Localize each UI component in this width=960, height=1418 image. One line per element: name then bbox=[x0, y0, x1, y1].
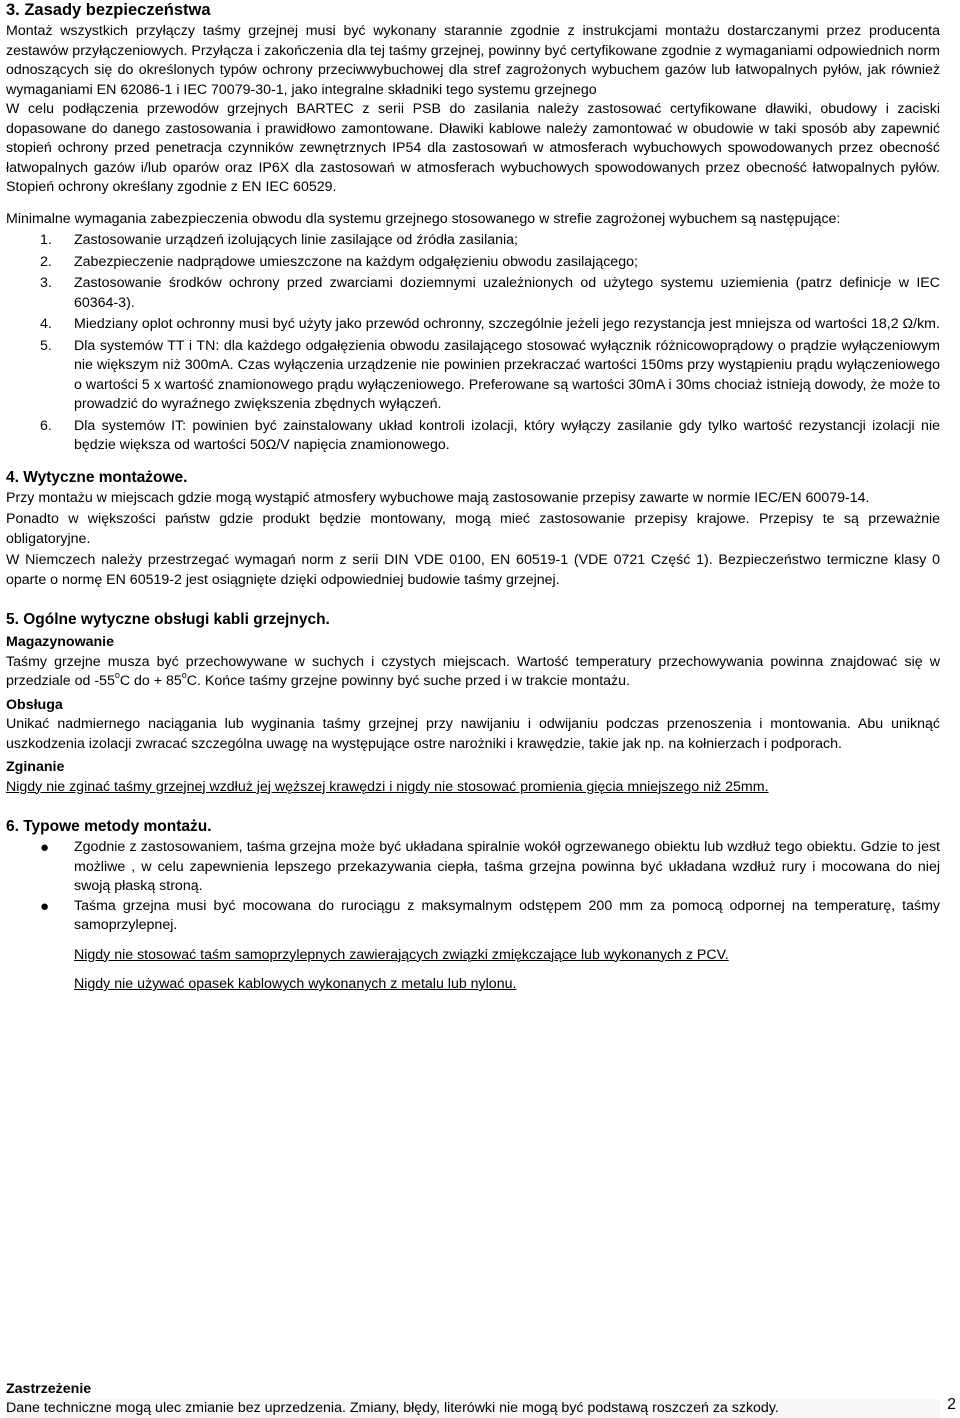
list-item-text: Zastosowanie środków ochrony przed zwarciami doziemnymi uzależnionych od użytego systemu uziemienia (patrz definicje w IEC 60364-3). bbox=[74, 275, 940, 311]
footer-title: Zastrzeżenie bbox=[6, 1381, 92, 1397]
list-item bbox=[6, 337, 940, 415]
list-item bbox=[6, 315, 940, 335]
list-item bbox=[6, 897, 940, 936]
list-number: 5. bbox=[40, 337, 52, 354]
footer-disclaimer: Dane techniczne mogą ulec zmianie bez uprzedzenia. Zmiany, błędy, literówki nie mogą być podstawą roszczeń za szkody. bbox=[6, 1399, 940, 1418]
storage-paragraph bbox=[6, 653, 940, 692]
list-item bbox=[6, 253, 940, 273]
list-item bbox=[6, 838, 940, 897]
section-3-heading: 3. Zasady bezpieczeństwa bbox=[6, 1, 211, 19]
list-item-text: Miedziany oplot ochronny musi być użyty jako przewód ochronny, szczególnie jeżeli jego rezystancja jest mniejsza od wartości 18,2 Ω/km. bbox=[74, 316, 940, 332]
bullet-icon: ● bbox=[40, 897, 50, 915]
list-item-text: Dla systemów TT i TN: dla każdego odgałęzienia obwodu zasilającego stosować wyłącznik różnicowoprądowy o prądzie wyłączeniowym nie większym niż 300mA. Czas wyłączenia urządzenie nie powinien przekraczać wartości 150ms przy wystąpieniu prądu wyłączeniowego o wartości 5 x wartość znamionowego prądu wyłączeniowego. Preferowane są wartości 30mA i 30ms chociaż istnieją dowody, że może to prowadzić do wyraźnego zwiększenia zbędnych wyłączeń. bbox=[74, 337, 940, 412]
bending-subheading: Zginanie bbox=[6, 759, 65, 775]
list-item bbox=[6, 274, 940, 313]
list-number: 4. bbox=[40, 316, 52, 332]
list-number: 2. bbox=[40, 253, 52, 270]
list-number: 6. bbox=[40, 417, 52, 434]
warning-note-ties: Nigdy nie używać opasek kablowych wykonanych z metalu lub nylonu. bbox=[74, 976, 517, 992]
list-item bbox=[6, 231, 940, 251]
list-item bbox=[6, 417, 940, 456]
list-item-text: Zabezpieczenie nadprądowe umieszczone na każdym odgałęzieniu obwodu zasilającego; bbox=[74, 253, 638, 270]
bullet-icon: ● bbox=[40, 839, 50, 856]
list-item-text: Taśma grzejna musi być mocowana do rurociągu z maksymalnym odstępem 200 mm za pomocą odpornej na temperaturę, taśmy samoprzylepnej. bbox=[74, 897, 940, 933]
installation-bullet-list bbox=[6, 838, 940, 936]
footer bbox=[6, 1380, 940, 1418]
list-item-text: Zgodnie z zastosowaniem, taśma grzejna może być układana spiralnie wokół ogrzewanego obiektu lub wzdłuż tego obiektu. Gdzie to jest możliwe , w celu zapewnienia lepszego przekazywania ciepła, taśma grzejna powinna być układana wzdłuż rury i mocowana do niej swoją płaską stroną. bbox=[74, 839, 940, 894]
storage-subheading: Magazynowanie bbox=[6, 634, 115, 650]
section-6-heading: 6. Typowe metody montażu. bbox=[6, 818, 212, 835]
degree-superscript: o bbox=[181, 670, 187, 681]
handling-paragraph: Unikać nadmiernego naciągania lub wyginania taśmy grzejnej przy nawijaniu i odwijaniu podczas przenoszenia i montowania. Abu uniknąć uszkodzenia izolacji zwracać szczególna uwagę na występujące ostre narożniki i krawędzie, takie jak np. na kołnierzach i podporach. bbox=[6, 716, 940, 752]
bending-paragraph: Nigdy nie zginać taśmy grzejnej wzdłuż jej węższej krawędzi i nigdy nie stosować promienia gięcia mniejszego niż 25mm. bbox=[6, 778, 769, 795]
section-4-paragraph-1: Przy montażu w miejscach gdzie mogą wystąpić atmosfery wybuchowe mają zastosowanie przepisy zawarte w normie IEC/EN 60079-14. bbox=[6, 489, 870, 506]
section-4-paragraph-2: Ponadto w większości państw gdzie produkt będzie montowany, mogą mieć zastosowanie przepisy krajowe. Przepisy te są przeważnie obligatoryjne. bbox=[6, 511, 940, 547]
warning-note-tape: Nigdy nie stosować taśm samoprzylepnych zawierających związki zmiękczające lub wykonanych z PCV. bbox=[74, 946, 729, 963]
requirements-list bbox=[6, 231, 940, 456]
page-number: 2 bbox=[947, 1396, 956, 1413]
degree-superscript: o bbox=[114, 670, 120, 681]
section-3-paragraph-2: W celu podłączenia przewodów grzejnych BARTEC z serii PSB do zasilania należy zastosować certyfikowane dławiki, obudowy i zaciski dopasowane do danego zastosowania i prawidłowo zamontowane. Dławiki kablowe należy zamontować w obudowie w taki sposób aby zapewnić stopień ochrony przed penetracja czynników zewnętrznych IP54 dla zastosowań w atmosferach wybuchowych spowodowanych przez obecność łatwopalnych gazów i/lub oparów oraz IP6X dla zastosowań w atmosferach wybuchowych spowodowanych przez obecność łatwopalnych pyłów. Stopień ochrony określany zgodnie z EN IEC 60529. bbox=[6, 101, 940, 195]
section-5-heading: 5. Ogólne wytyczne obsługi kabli grzejnych. bbox=[6, 611, 330, 628]
handling-subheading: Obsługa bbox=[6, 696, 63, 713]
storage-text-c: C. Końce taśmy grzejne powinny być suche przed i w trakcie montażu. bbox=[186, 673, 630, 689]
document-page bbox=[6, 0, 940, 995]
list-number: 3. bbox=[40, 275, 52, 291]
storage-text-b: C do + 85 bbox=[119, 673, 182, 689]
section-4-heading: 4. Wytyczne montażowe. bbox=[6, 468, 188, 486]
storage-text-a: Taśmy grzejne musza być przechowywane w suchych i czystych miejscach. Wartość temperatury przechowywania powinna znajdować się w przedziale od -55 bbox=[6, 653, 940, 689]
requirements-intro: Minimalne wymagania zabezpieczenia obwodu dla systemu grzejnego stosowanego w strefie zagrożonej wybuchem są następujące: bbox=[6, 210, 841, 227]
list-item-text: Dla systemów IT: powinien być zainstalowany układ kontroli izolacji, który wyłączy zasilanie gdy tylko wartość rezystancji izolacji nie będzie większa od wartości 50Ω/V napięcia znamionowego. bbox=[74, 417, 940, 453]
section-3-paragraph-1: Montaż wszystkich przyłączy taśmy grzejnej musi być wykonany starannie zgodnie z instrukcjami montażu dostarczanymi przez producenta zestawów przyłączeniowych. Przyłącza i zakończenia dla tej taśmy grzejnej, powinny być certyfikowane zgodnie z wymaganiami odpowiednich norm odnoszących się do określonych typów ochrony przeciwwybuchowej dla stref zagrożonych wybuchem gazów lub łatwopalnych pyłów, jak również wymaganiami EN 62086-1 i IEC 70079-30-1, jako integralne składniki tego systemu grzejnego bbox=[6, 23, 940, 98]
section-4-paragraph-3: W Niemczech należy przestrzegać wymagań norm z serii DIN VDE 0100, EN 60519-1 (VDE 0721 Część 1). Bezpieczeństwo termiczne klasy 0 oparte o normę EN 60519-2 jest osiągnięte dzięki odpowiedniej budowie taśmy grzejnej. bbox=[6, 552, 940, 588]
list-item-text: Zastosowanie urządzeń izolujących linie zasilające od źródła zasilania; bbox=[74, 232, 518, 248]
list-number: 1. bbox=[40, 232, 52, 248]
